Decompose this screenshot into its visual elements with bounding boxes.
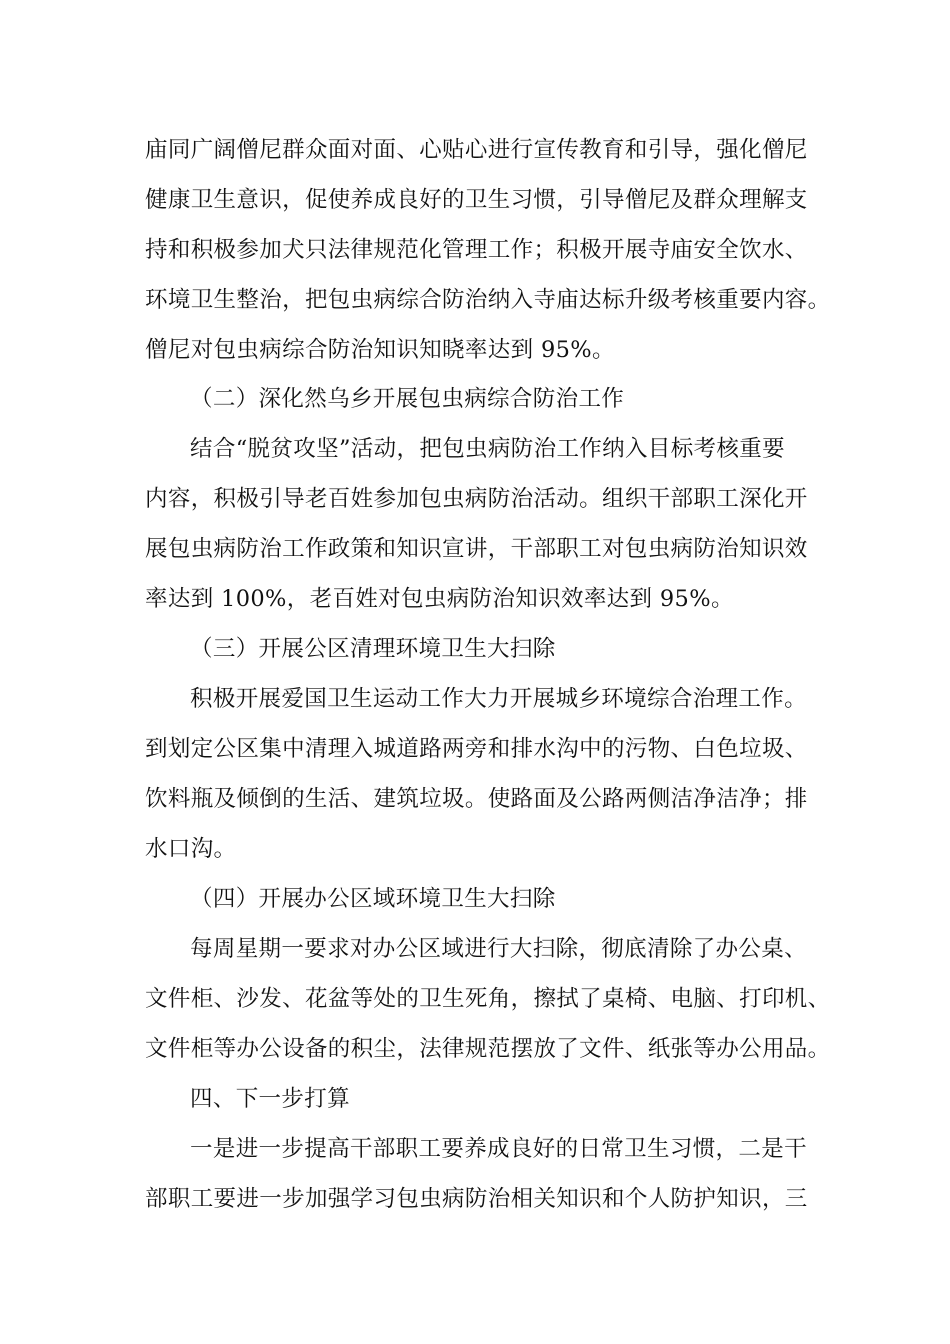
- text-line: 环境卫生整治，把包虫病综合防治纳入寺庙达标升级考核重要内容。: [145, 287, 831, 313]
- section-heading: （二）深化然乌乡开展包虫病综合防治工作: [190, 386, 625, 412]
- text-line: 持和积极参加犬只法律规范化管理工作；积极开展寺庙安全饮水、: [145, 237, 808, 263]
- text-line: 文件柜、沙发、花盆等处的卫生死角，擦拭了桌椅、电脑、打印机、: [145, 986, 831, 1012]
- text-line: 每周星期一要求对办公区域进行大扫除，彻底清除了办公桌、: [190, 936, 807, 962]
- text-line: 庙同广阔僧尼群众面对面、心贴心进行宣传教育和引导，强化僧尼: [145, 137, 808, 163]
- text-line: 健康卫生意识，促使养成良好的卫生习惯，引导僧尼及群众理解支: [145, 187, 808, 213]
- text-line: 积极开展爱国卫生运动工作大力开展城乡环境综合治理工作。: [190, 686, 807, 712]
- section-heading: （三）开展公区清理环境卫生大扫除: [190, 636, 556, 662]
- text-line: 文件柜等办公设备的积尘，法律规范摆放了文件、纸张等办公用品。: [145, 1036, 831, 1062]
- section-heading: 四、下一步打算: [190, 1086, 350, 1112]
- text-line: 僧尼对包虫病综合防治知识知晓率达到 95%。: [145, 337, 615, 363]
- text-line: 结合“脱贫攻坚”活动，把包虫病防治工作纳入目标考核重要: [190, 436, 785, 462]
- text-line: 到划定公区集中清理入城道路两旁和排水沟中的污物、白色垃圾、: [145, 736, 808, 762]
- section-heading: （四）开展办公区域环境卫生大扫除: [190, 886, 556, 912]
- text-line: 部职工要进一步加强学习包虫病防治相关知识和个人防护知识，三: [145, 1186, 808, 1212]
- text-line: 一是进一步提高干部职工要养成良好的日常卫生习惯，二是干: [190, 1136, 807, 1162]
- text-line: 率达到 100%，老百姓对包虫病防治知识效率达到 95%。: [145, 586, 734, 612]
- text-line: 水口沟。: [145, 836, 237, 862]
- text-line: 展包虫病防治工作政策和知识宣讲，干部职工对包虫病防治知识效: [145, 536, 808, 562]
- text-line: 饮料瓶及倾倒的生活、建筑垃圾。使路面及公路两侧洁净洁净；排: [145, 786, 808, 812]
- text-line: 内容，积极引导老百姓参加包虫病防治活动。组织干部职工深化开: [145, 486, 808, 512]
